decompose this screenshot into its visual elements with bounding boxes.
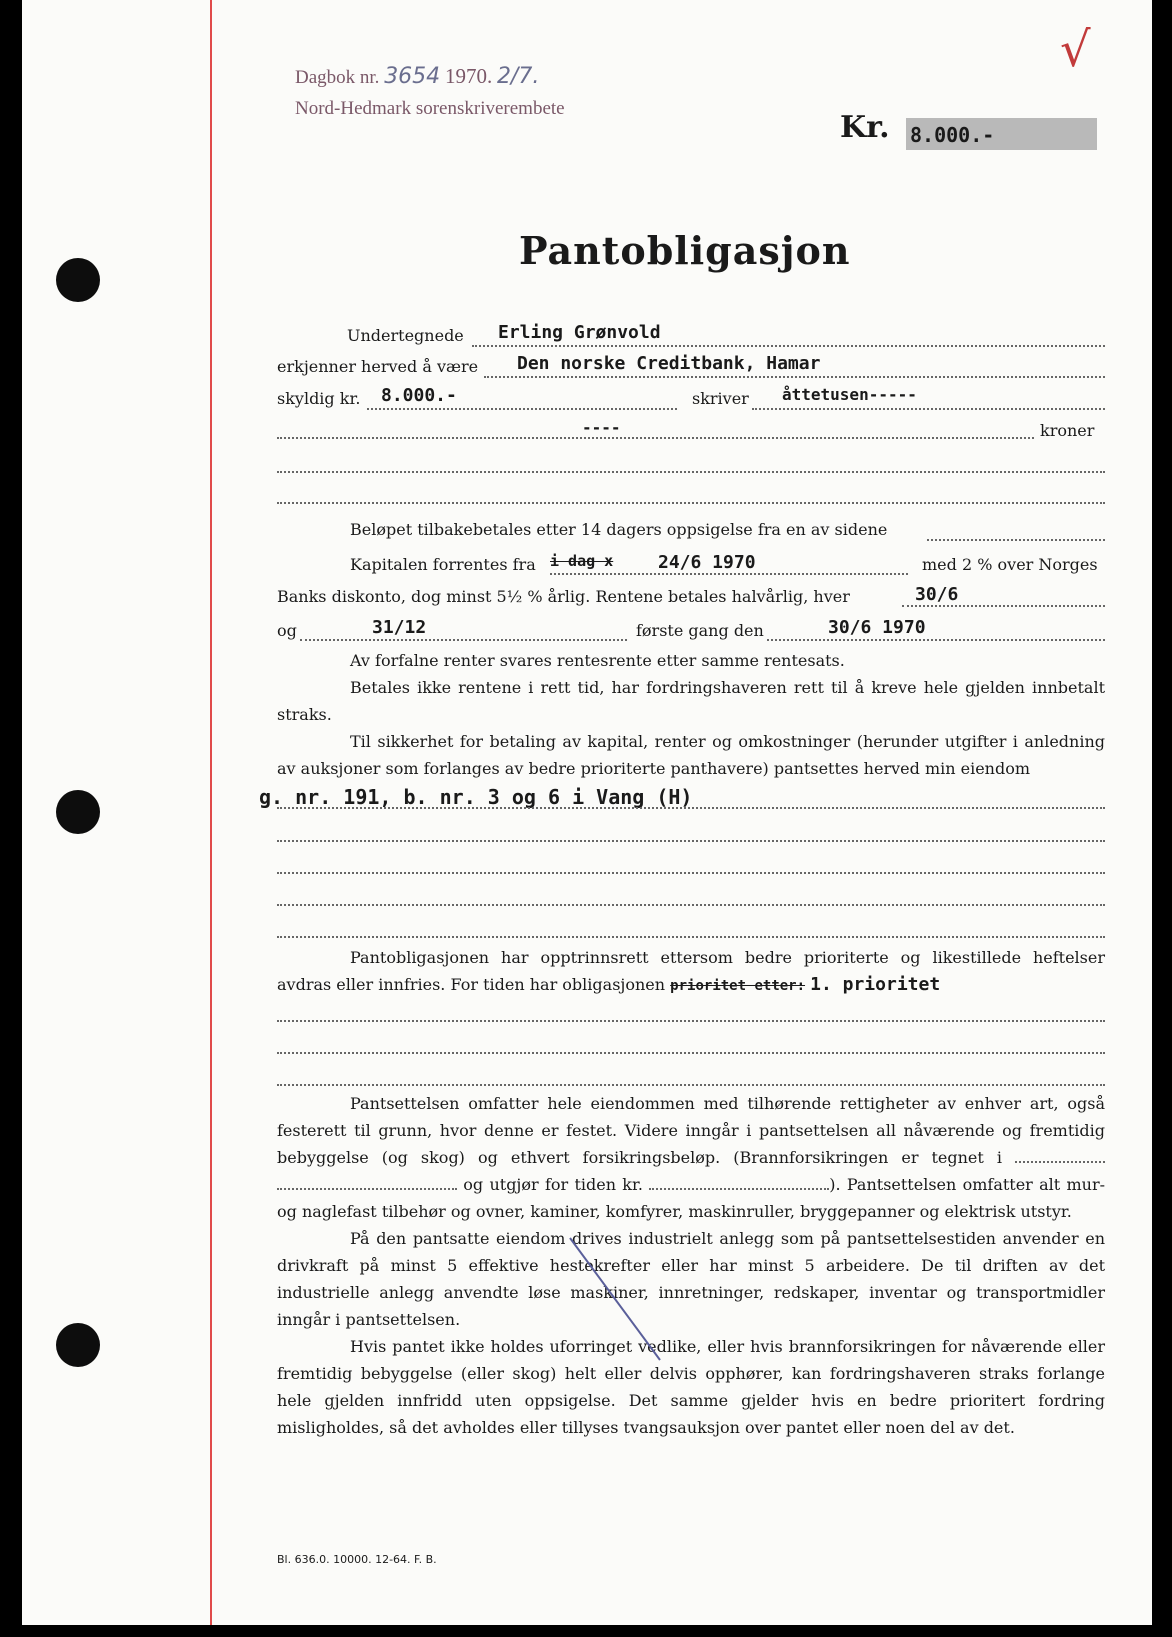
- priority-struck: prioritet etter:: [670, 978, 806, 994]
- form-footer: Bl. 636.0. 10000. 12-64. F. B.: [277, 1553, 437, 1566]
- page-title: Pantobligasjon: [519, 228, 851, 273]
- forste-label: første gang den: [636, 621, 764, 640]
- punch-hole: [56, 790, 100, 834]
- priority-value: 1. prioritet: [810, 974, 941, 995]
- fill-line: [300, 639, 627, 641]
- interest-struck: i dag x: [550, 552, 614, 570]
- punch-hole: [56, 1323, 100, 1367]
- blank-line: [277, 1052, 1105, 1054]
- blank-line: [277, 936, 1105, 938]
- repayment-text: Beløpet tilbakebetales etter 14 dagers oppsigelse fra en av sidene: [350, 520, 888, 539]
- document-page: [22, 0, 1152, 1625]
- blank-line: [277, 807, 1105, 809]
- priority-text: Pantobligasjonen har opptrinnsrett ettersom bedre prioriterte og likestillede heftelser avdras eller innfries. For tiden har obligasjonen: [277, 948, 1105, 994]
- erkjenner-label: erkjenner herved å være: [277, 357, 479, 376]
- dagbok-number: 3654: [384, 64, 441, 89]
- first-date: 30/6 1970: [828, 617, 926, 638]
- fill-line: [277, 1188, 457, 1190]
- punch-hole: [56, 258, 100, 302]
- paragraph: Til sikkerhet for betaling av kapital, renter og omkostninger (herunder utgifter i anledning av auksjoner som forlanges av bedre prioriterte panthavere) pantsettes herved min eiendom: [277, 732, 1105, 778]
- fill-line: [927, 539, 1105, 541]
- blank-line: [277, 904, 1105, 906]
- priority-paragraph: [277, 944, 1105, 1000]
- pay-date-2: 31/12: [372, 617, 427, 638]
- amount-value: 8.000.-: [910, 123, 995, 147]
- fill-line: [649, 1188, 829, 1190]
- undertegnede-label: Undertegnede: [347, 326, 464, 345]
- fill-line: [484, 376, 1105, 378]
- fill-line: [1015, 1161, 1105, 1163]
- paragraph: Betales ikke rentene i rett tid, har fordringshaveren rett til å kreve hele gjelden innbetalt straks.: [277, 678, 1105, 724]
- blank-line: [277, 1084, 1105, 1086]
- skriver-value: åttetusen-----: [782, 385, 917, 404]
- skyldig-label: skyldig kr.: [277, 389, 361, 408]
- fill-line: [752, 408, 1105, 410]
- erkjenner-value: Den norske Creditbank, Hamar: [517, 353, 821, 374]
- fill-line: [472, 345, 1105, 347]
- fill-line: [767, 639, 1105, 641]
- fill-line: [367, 408, 677, 410]
- interest-paragraphs: [277, 647, 1105, 782]
- fill-line: [550, 573, 908, 575]
- discount-text: Banks diskonto, dog minst 5½ % årlig. Rentene betales halvårlig, hver: [277, 587, 850, 606]
- pen-strike-mark: [562, 1232, 672, 1366]
- fill-line: [277, 437, 1034, 439]
- dagbok-date: 2/7.: [496, 64, 540, 89]
- paragraph: På den pantsatte eiendom drives industrielt anlegg som på pantsettelsestiden anvender en drivkraft på minst 5 effektive hestekrefter eller har minst 5 arbeidere. De til driften av det industrielle anlegg anvendte løse maskiner, innretninger, redskaper, inventar og transportmidler inngår i pantsettelsen.: [277, 1229, 1105, 1329]
- kroner-label: kroner: [1040, 421, 1095, 440]
- blank-line: [277, 1020, 1105, 1022]
- office-stamp: Nord-Hedmark sorenskriverembete: [295, 98, 565, 119]
- scope-paragraphs: [277, 1090, 1105, 1441]
- skyldig-value: 8.000.-: [381, 385, 457, 406]
- check-mark: √: [1060, 22, 1091, 78]
- interest-rate: med 2 % over Norges: [922, 555, 1098, 574]
- red-margin-line: [210, 0, 212, 1625]
- dagbok-stamp: [295, 64, 539, 89]
- fill-line: [902, 605, 1105, 607]
- blank-line: [277, 502, 1105, 504]
- undertegnede-value: Erling Grønvold: [498, 322, 661, 343]
- pay-date-1: 30/6: [915, 584, 959, 605]
- skriver-continuation: ----: [582, 418, 621, 437]
- skriver-label: skriver: [692, 389, 749, 408]
- property-value: g. nr. 191, b. nr. 3 og 6 i Vang (H): [259, 785, 693, 809]
- paragraph: Hvis pantet ikke holdes uforringet vedlike, eller hvis brannforsikringen for nåværende eller fremtidig bebyggelse (eller skog) helt eller delvis opphører, kan fordringshaveren straks forlange hele gjelden innfridd uten oppsigelse. Det samme gjelder hvis en bedre prioritert fordring misligholdes, så det avholdes eller tillyses tvangsauksjon over pantet eller noen del av det.: [277, 1337, 1105, 1437]
- blank-line: [277, 872, 1105, 874]
- dagbok-year: 1970.: [444, 64, 493, 88]
- scope-text-mid: og utgjør for tiden kr.: [463, 1175, 643, 1194]
- dagbok-label: Dagbok nr.: [295, 67, 380, 88]
- scope-text: Pantsettelsen omfatter hele eiendommen med tilhørende rettigheter av enhver art, også festerett til grunn, hvor denne er festet. Videre inngår i pantsettelsen all nåværende og fremtidig bebyggelse (og skog) og ethvert forsikringsbeløp. (Brannforsikringen er tegnet i: [277, 1094, 1105, 1167]
- paragraph: Av forfalne renter svares rentesrente etter samme rentesats.: [350, 651, 845, 670]
- blank-line: [277, 840, 1105, 842]
- og-label: og: [277, 621, 297, 640]
- scope-text-end: ). Pantsettelsen omfatter alt mur- og naglefast tilbehør og ovner, kaminer, komfyrer, maskinruller, bryggepanner og elektrisk utstyr.: [277, 1175, 1106, 1221]
- amount-label: Kr.: [840, 110, 890, 145]
- interest-label: Kapitalen forrentes fra: [350, 555, 536, 574]
- blank-line: [277, 471, 1105, 473]
- interest-date: 24/6 1970: [658, 552, 756, 573]
